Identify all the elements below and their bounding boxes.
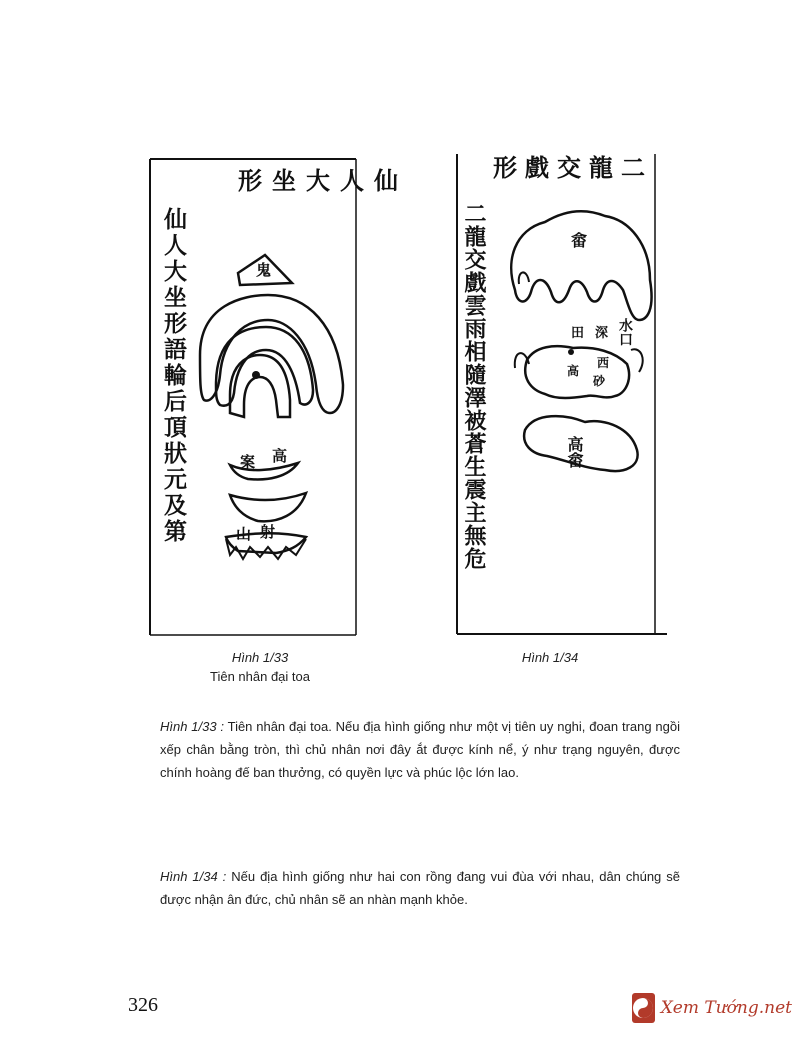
- figure-1-34-glyph-deep: 深: [595, 326, 609, 341]
- figure-1-34-glyph-field: 田: [571, 326, 585, 341]
- figure-1-34-frame: [455, 150, 670, 640]
- paragraph-1-33-text: Tiên nhân đại toa. Nếu địa hình giống như một vị tiên uy nghi, đoan trang ngồi xếp chân bằng tròn, thì chủ nhân nơi đây ắt được kính nể, ý như trạng nguyên, được chính hoàng đế ban thưởng, có quyền lực và phúc lộc lớn lao.: [160, 719, 680, 780]
- page-number: 326: [128, 994, 158, 1016]
- paragraph-1-33: [160, 715, 680, 784]
- figure-1-34-glyph-bottom: 高畲: [565, 436, 584, 468]
- figure-1-33-glyph-low-a: 山: [236, 525, 252, 543]
- figure-1-33-column-text: 仙人大坐形語輪后頂狀元及第: [160, 207, 187, 545]
- caption-1-33-label: Hình 1/33: [231, 650, 289, 665]
- figure-1-34-glyph-top: 畲: [571, 231, 588, 250]
- figure-1-33-glyph-low-b: 射: [260, 523, 276, 541]
- paragraph-1-33-lead: Hình 1/33 :: [160, 719, 225, 734]
- figure-1-33-title: 形坐大人仙: [238, 166, 408, 195]
- figure-1-33-glyph-mid-b: 高: [272, 447, 288, 465]
- figure-1-34: [455, 150, 670, 640]
- caption-1-34: [470, 650, 630, 665]
- logo-text: Xem Tướng.net: [660, 998, 792, 1018]
- yin-yang-icon: [632, 993, 655, 1023]
- figure-1-34-glyph-water: 水口: [617, 318, 633, 346]
- figure-1-34-glyph-gao: 高: [567, 364, 580, 378]
- paragraph-1-34: [160, 865, 680, 911]
- caption-1-33-subtitle: Tiên nhân đại toa: [210, 669, 310, 684]
- figure-1-34-glyph-sand: 砂: [593, 374, 606, 388]
- figure-1-34-column-text: 二龍交戲雲雨相隨澤被蒼生震主無危: [461, 202, 487, 570]
- figure-1-34-glyph-west: 西: [597, 356, 610, 370]
- figure-1-34-title: 形戲交龍二: [493, 153, 653, 182]
- figure-1-33-glyph-mid-a: 案: [240, 453, 256, 471]
- paragraph-1-34-lead: Hình 1/34 :: [160, 869, 227, 884]
- figure-1-33-glyph-top: 鬼: [256, 261, 272, 279]
- paragraph-1-34-text: Nếu địa hình giống như hai con rồng đang vui đùa với nhau, dân chúng sẽ được nhận ân đức, chủ nhân sẽ an nhàn mạnh khỏe.: [160, 869, 680, 907]
- caption-1-34-label: Hình 1/34: [521, 650, 579, 665]
- figure-1-33: [148, 155, 408, 640]
- site-logo[interactable]: [632, 990, 792, 1026]
- caption-1-33: [170, 650, 350, 684]
